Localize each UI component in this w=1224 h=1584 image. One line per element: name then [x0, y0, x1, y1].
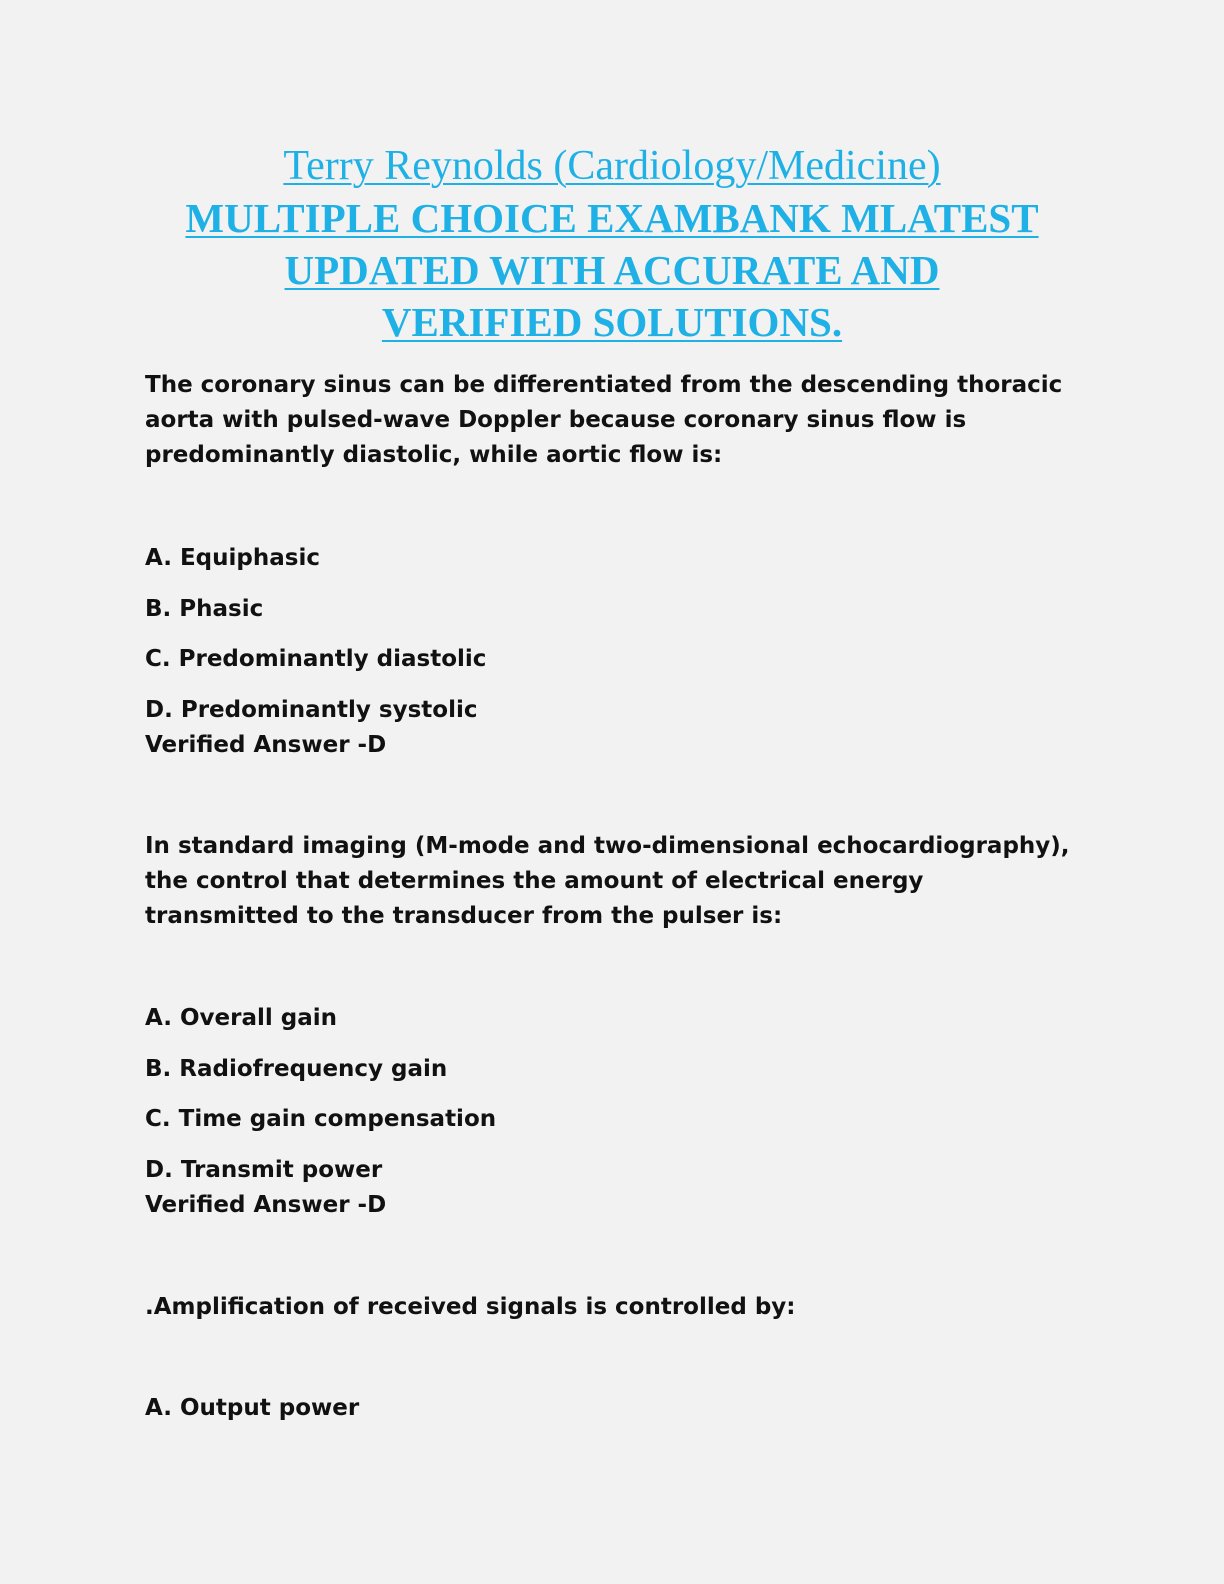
title-line-2: MULTIPLE CHOICE EXAMBANK MLATEST — [185, 195, 1039, 241]
question-3-text: .Amplification of received signals is controlled by: — [145, 1294, 796, 1320]
question-1-option-c: C. Predominantly diastolic — [145, 646, 487, 672]
title-line-1: Terry Reynolds (Cardiology/Medicine) — [283, 143, 941, 189]
question-2-option-b: B. Radiofrequency gain — [145, 1056, 448, 1082]
question-2-answer: Verified Answer -D — [145, 1192, 387, 1218]
question-1-option-d: D. Predominantly systolic — [145, 697, 478, 723]
question-2-text: In standard imaging (M-mode and two-dimensional echocardiography), the control that determines the amount of electrical energy transmitted to the transducer from the pulser is: — [145, 833, 1070, 929]
question-1-answer: Verified Answer -D — [145, 732, 387, 758]
question-2-option-c: C. Time gain compensation — [145, 1106, 497, 1132]
title-line-4: VERIFIED SOLUTIONS. — [381, 299, 843, 345]
question-2-option-a: A. Overall gain — [145, 1005, 337, 1031]
question-1-option-b: B. Phasic — [145, 596, 264, 622]
question-3-option-a: A. Output power — [145, 1395, 360, 1421]
question-2-option-d: D. Transmit power — [145, 1157, 383, 1183]
question-1-option-a: A. Equiphasic — [145, 545, 320, 571]
document-title — [100, 140, 1124, 348]
question-1-text: The coronary sinus can be differentiated from the descending thoracic aorta with pulsed-wave Doppler because coronary sinus flow is predominantly diastolic, while aortic flow is: — [145, 372, 1063, 468]
title-line-3: UPDATED WITH ACCURATE AND — [284, 247, 940, 293]
